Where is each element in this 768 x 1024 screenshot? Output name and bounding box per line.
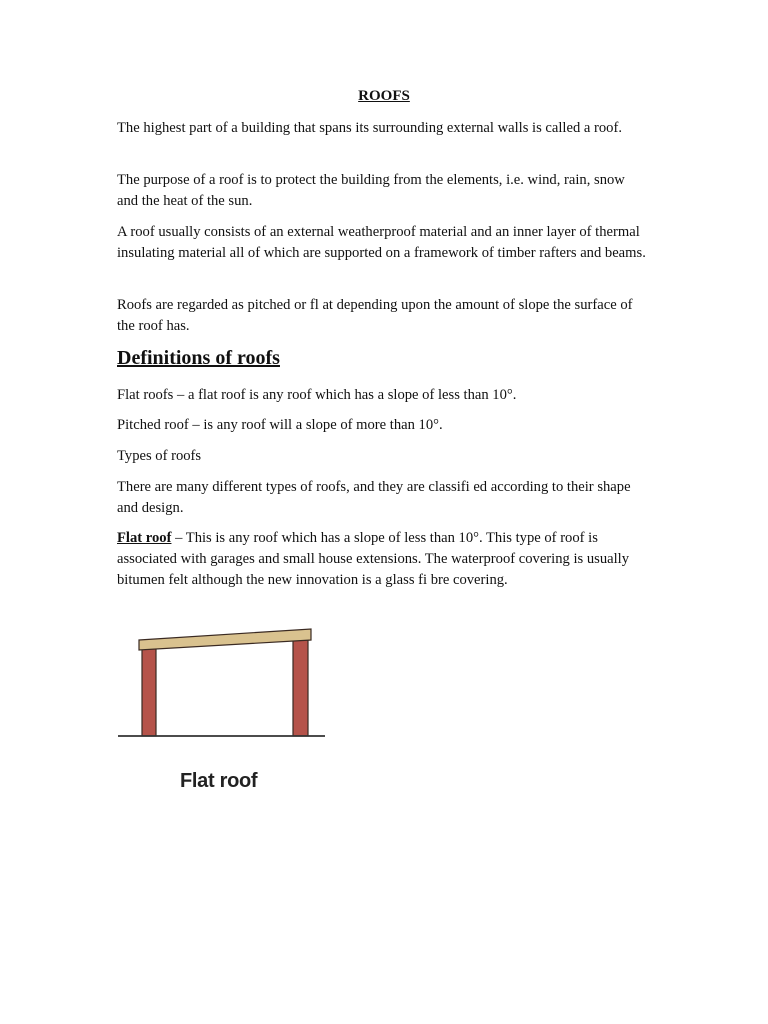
definitions-heading: Definitions of roofs [117, 347, 280, 369]
page-title: ROOFS [358, 88, 410, 104]
types-of-roofs-label: Types of roofs [117, 448, 202, 464]
intro-paragraph-3: A roof usually consists of an external weatherproof material and an inner layer of thermal insulating material all of which are supported on a framework of timber rafters and beams. [117, 224, 646, 261]
figure-caption: Flat roof [180, 770, 258, 792]
flat-roof-description: – This is any roof which has a slope of less than 10°. This type of roof is associated with garages and small house extensions. The waterproof covering is usually bitumen felt although the new innovation is a glass fi bre covering. [117, 530, 629, 588]
flat-roof-term: Flat roof [117, 530, 172, 546]
definition-pitched-roof: Pitched roof – is any roof will a slope of more than 10°. [117, 417, 443, 433]
flat-roof-paragraph [117, 528, 647, 591]
intro-paragraph-4: Roofs are regarded as pitched or fl at depending upon the amount of slope the surface of the roof has. [117, 297, 633, 334]
intro-paragraph-2: The purpose of a roof is to protect the building from the elements, i.e. wind, rain, snow and the heat of the sun. [117, 172, 625, 209]
definition-flat-roofs: Flat roofs – a flat roof is any roof which has a slope of less than 10°. [117, 387, 517, 403]
right-wall [293, 638, 308, 736]
types-of-roofs-paragraph: There are many different types of roofs, and they are classifi ed according to their shape and design. [117, 479, 631, 516]
intro-paragraph-1: The highest part of a building that spans its surrounding external walls is called a roof. [117, 120, 622, 136]
roof-beam [139, 629, 311, 650]
left-wall [142, 648, 156, 736]
